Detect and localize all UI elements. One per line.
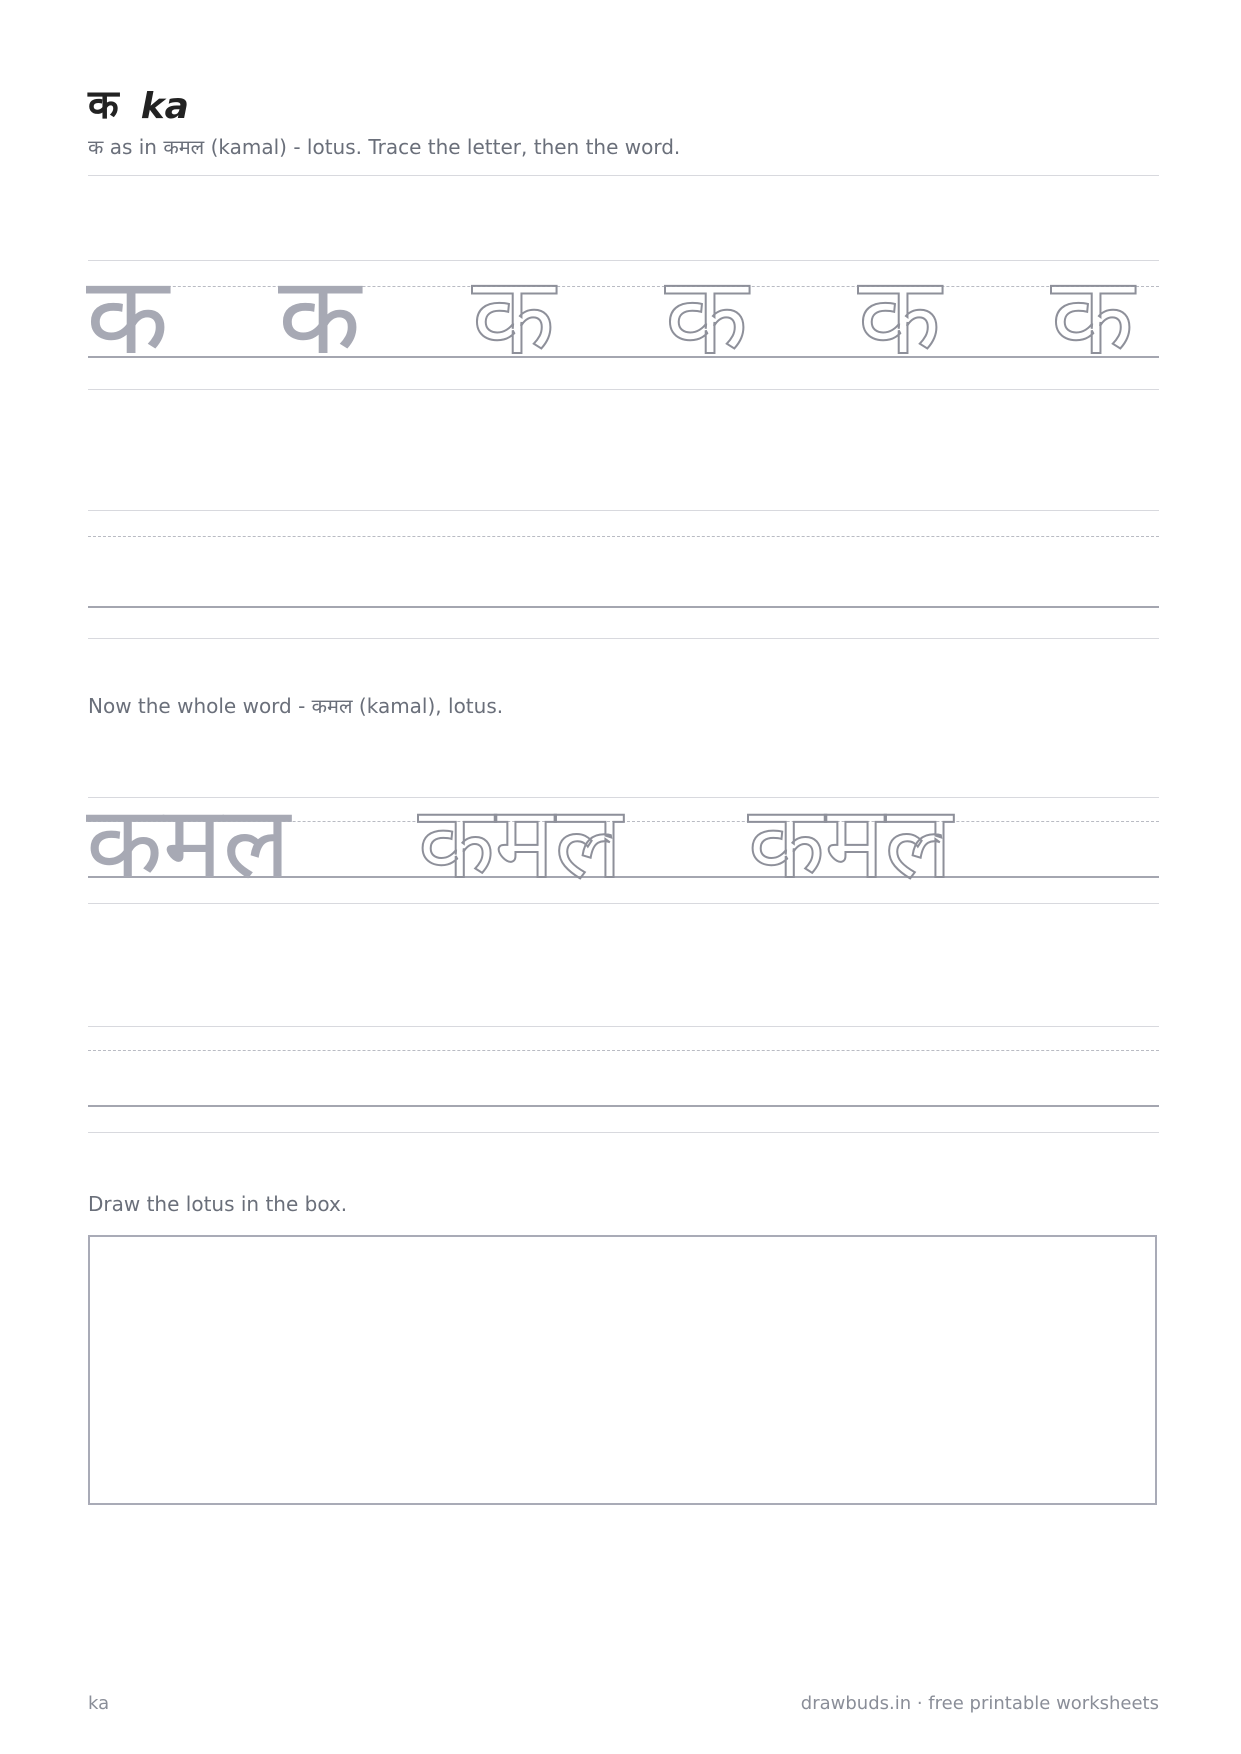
- page-title: [88, 80, 189, 130]
- word-row2-mid-line: [88, 1050, 1159, 1051]
- model-letter: क: [86, 254, 169, 379]
- drawing-box[interactable]: [88, 1235, 1157, 1505]
- model-letter: क: [278, 254, 361, 379]
- letter-row1-bottom-line: [88, 389, 1159, 390]
- title-transliteration: ka: [140, 86, 189, 127]
- trace-word: कमल: [748, 784, 953, 901]
- letter-row1-top-line: [88, 260, 1159, 261]
- letter-row2-mid-line: [88, 536, 1159, 537]
- letter-row2-bottom-line: [88, 638, 1159, 639]
- word-row2-bottom-line: [88, 1132, 1159, 1133]
- letter-row1-mid-line: [88, 286, 1159, 287]
- word-row2-top-line: [88, 1026, 1159, 1027]
- model-word: कमल: [86, 784, 291, 901]
- letter-row2-top-line: [88, 510, 1159, 511]
- trace-letter: क: [665, 254, 748, 379]
- trace-letter: क: [858, 254, 941, 379]
- instruction-text: क as in कमल (kamal) - lotus. Trace the letter, then the word.: [88, 135, 681, 159]
- title-letter: क: [88, 82, 119, 128]
- letter-row1-base-line: [88, 356, 1159, 358]
- word-row2-base-line: [88, 1105, 1159, 1107]
- footer-left-text: ka: [88, 1693, 110, 1714]
- word-section-label: Now the whole word - कमल (kamal), lotus.: [88, 694, 504, 718]
- header-divider: [88, 175, 1159, 176]
- draw-section-label: Draw the lotus in the box.: [88, 1192, 348, 1216]
- trace-word: कमल: [418, 784, 623, 901]
- trace-letter: क: [472, 254, 555, 379]
- footer-credit: drawbuds.in · free printable worksheets: [800, 1693, 1159, 1714]
- trace-letter: क: [1051, 254, 1134, 379]
- word-row1-bottom-line: [88, 903, 1159, 904]
- letter-row2-base-line: [88, 606, 1159, 608]
